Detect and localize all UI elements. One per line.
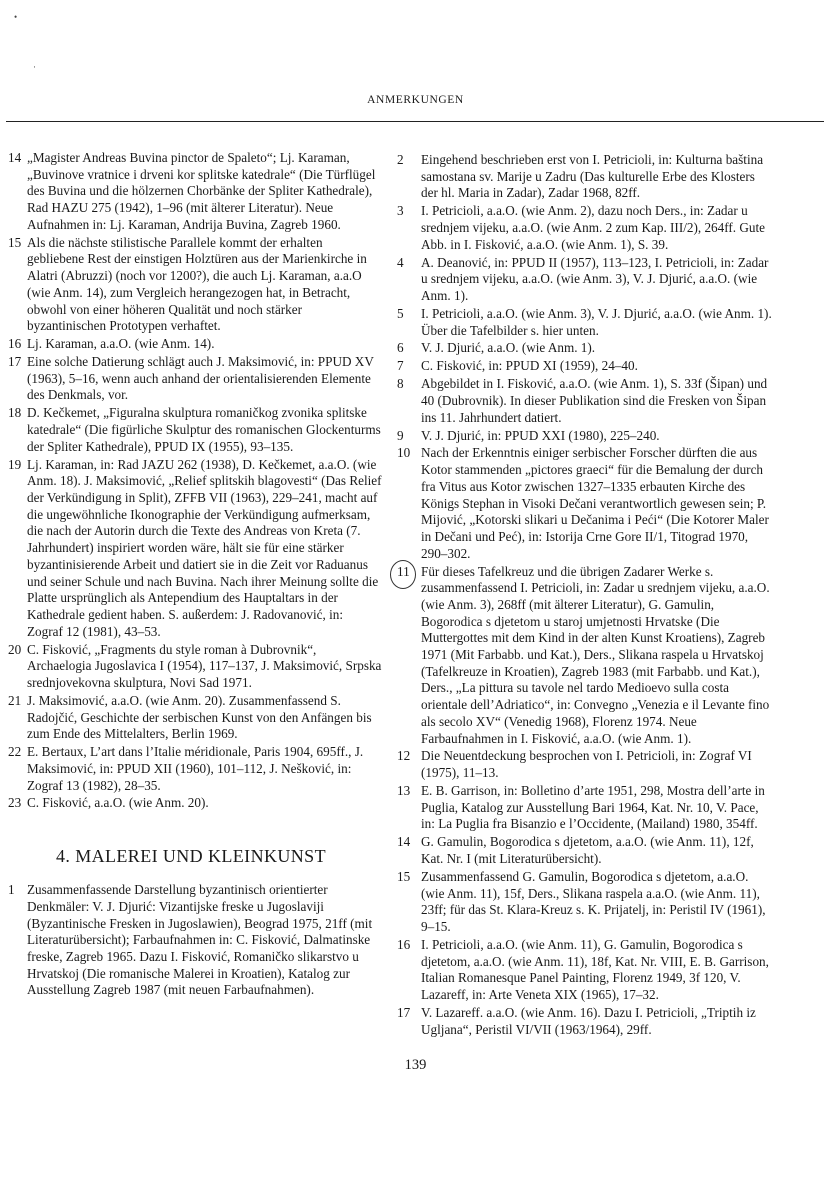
- footnote: [6, 795, 382, 812]
- footnotes-painting: [6, 882, 382, 999]
- footnotes-painting-continued: [397, 152, 773, 1038]
- footnote-text: Eingehend beschrieben erst von I. Petricioli, in: Kulturna baština samostana sv. Marije u Zadru (Das kulturelle Erbe des Klosters der hl. Maria in Zadar), Zadar 1968, 82ff.: [421, 152, 764, 201]
- footnote-number: 18: [8, 405, 22, 421]
- footnote-number: 2: [397, 152, 404, 167]
- footnote-number: 5: [397, 305, 404, 321]
- footnote: [397, 152, 773, 202]
- footnote-number: 23: [8, 795, 22, 811]
- footnote-number: 11: [397, 564, 421, 748]
- footnote-text: E. Bertaux, L’art dans l’Italie méridionale, Paris 1904, 695ff., J. Maksimović, in: PPUD XII (1960), 101–112, J. Nešković, in: Zograf 13 (1982), 28–35.: [27, 744, 364, 793]
- footnote: [397, 783, 773, 833]
- footnote: [6, 405, 382, 455]
- footnote-text: G. Gamulin, Bogorodica s djetetom, a.a.O. (wie Anm. 11), 12f, Kat. Nr. I (mit Literaturübersicht).: [421, 834, 754, 867]
- footnote-text: V. Lazareff. a.a.O. (wie Anm. 16). Dazu I. Petricioli, „Triptih iz Ugljana“, Peristil VI/VII (1963/1964), 29ff.: [421, 1004, 756, 1037]
- footnote: [397, 376, 773, 426]
- footnote-text: I. Petricioli, a.a.O. (wie Anm. 2), dazu noch Ders., in: Zadar u srednjem vijeku, a.a.O. (wie Anm. 2 zum Kap. III/2), 264ff. Gute Abb. in I. Fisković, a.a.O. (wie Anm. 1), S. 39.: [421, 203, 766, 252]
- footnote-text: Zusammenfassend G. Gamulin, Bogorodica s djetetom, a.a.O. (wie Anm. 11), 15f, Ders., Slikana raspela a.a.O. (wie Anm. 11), 23ff; für das St. Klara-Kreuz s. K. Prijatelj, in: Peristil IV (1961), 9–15.: [421, 868, 766, 935]
- footnote: [397, 255, 773, 305]
- footnote-number: 7: [397, 358, 404, 374]
- footnote-number: 10: [397, 445, 411, 461]
- footnote-text: V. J. Djurić, in: PPUD XXI (1980), 225–240.: [421, 427, 660, 443]
- footnote: [6, 336, 382, 353]
- footnote-number: 22: [8, 744, 22, 760]
- footnote: [6, 642, 382, 692]
- footnote-text: Lj. Karaman, in: Rad JAZU 262 (1938), D. Kečkemet, a.a.O. (wie Anm. 18). J. Maksimović, „Relief splitskih blagovesti“ (Das Relief der Verkündigung in Split), ZFFB VII (1963), 229–241, macht auf die ungewöhnliche Ikonographie der Verkündigung aufmerksam, die nach der Autorin durch die Texte des Andreas von Kreta (7. Jahrhundert) inspiriert worden wäre, hält sie für eine stärker byzantinisierende Arbeit und datiert sie in die Zeit vor Raduanus und seiner Schule und nach Buvina. Nach ihrer Meinung sollte die Platte ursprünglich als Antependium des Hauptaltars in der Kathedrale gedient haben. S. außerdem: J. Radovanović, in: Zograf 12 (1981), 43–53.: [27, 456, 382, 639]
- footnote-text: C. Fisković, a.a.O. (wie Anm. 20).: [27, 795, 209, 811]
- footnote-number: 14: [397, 834, 411, 850]
- page-number: 139: [404, 1057, 427, 1073]
- scan-speck: ·: [33, 62, 36, 72]
- footnote-number: 6: [397, 340, 404, 356]
- footnote-number: 12: [397, 748, 411, 764]
- footnote-text: Eine solche Datierung schlägt auch J. Maksimović, in: PPUD XV (1963), 5–16, wenn auch anhand der orientalisierenden Elemente des Denkmals, vor.: [27, 354, 374, 403]
- footnote: [6, 744, 382, 794]
- footnote-number: 20: [8, 641, 22, 657]
- section-title: 4. MALEREI UND KLEINKUNST: [56, 846, 326, 867]
- footnote: [397, 203, 773, 253]
- footnote-text: I. Petricioli, a.a.O. (wie Anm. 3), V. J. Djurić, a.a.O. (wie Anm. 1). Über die Tafelbilder s. hier unten.: [421, 305, 772, 338]
- footnote-number: 15: [8, 234, 22, 250]
- footnote-number: 8: [397, 376, 404, 392]
- footnote-number: 16: [397, 936, 411, 952]
- footnote: [397, 340, 773, 357]
- footnote-text: Für dieses Tafelkreuz und die übrigen Zadarer Werke s. zusammenfassend I. Petricioli, in: Zadar u srednjem vijeku, a.a.O. (wie Anm. 3), 268ff (mit älterer Literatur), G. Gamulin, Bogorodica s djetetom u staroj umjetnosti Hrvatske (Die Muttergottes mit dem Kind in der alten Kunst Kroatiens), Zagreb 1971 (Mit Farbabb. und Kat.), Ders., Slikana raspela u Hrvatskoj (Tafelkreuze in Kroatien), Zagreb 1983 (mit Farbabb. und Kat.), Ders., „La pittura su tavole nel tardo Medioevo sulla costa orientale dell’Adriatico“, in: Convegno „Venezia e il Levante fino als secolo XV“ (Venedig 1968), Florenz 1974. Neue Farbaufnahmen in I. Fisković, a.a.O. (wie Anm. 1).: [421, 563, 770, 746]
- footnote-number: 17: [8, 354, 22, 369]
- footnote-number: 21: [8, 692, 22, 708]
- footnote-text: V. J. Djurić, a.a.O. (wie Anm. 1).: [421, 340, 596, 356]
- footnote: [397, 306, 773, 339]
- footnote: [6, 354, 382, 404]
- footnote-text: „Magister Andreas Buvina pinctor de Spaleto“; Lj. Karaman, „Buvinove vratnice i drveni kor splitske katedrale“ (Die Türflügel des Buvina und die hölzernen Chorbänke der Spliter Kathedrale), Rad HAZU 275 (1942), 1–96 (mit älterer Literatur). Neue Aufnahmen in: Lj. Karaman, Andrija Buvina, Zagreb 1960.: [27, 150, 376, 232]
- footnote-number: 3: [397, 203, 404, 219]
- footnote-text: I. Petricioli, a.a.O. (wie Anm. 11), G. Gamulin, Bogorodica s djetetom, a.a.O. (wie Anm. 11), 18f, Kat. Nr. VIII, E. B. Garrison, Italian Romanesque Panel Painting, Florenz 1949, 3f 120, V. Lazareff, in: Arte Veneta XIX (1965), 17–32.: [421, 936, 769, 1003]
- footnote-text: D. Kečkemet, „Figuralna skulptura romaničkog zvonika splitske katedrale“ (Die figürliche Skulptur des romanischen Glockenturms der Spliter Kathedrale), PPUD IX (1955), 93–135.: [27, 405, 381, 454]
- footnote-number: 19: [8, 456, 22, 472]
- footnote: [397, 869, 773, 936]
- footnote-text: Lj. Karaman, a.a.O. (wie Anm. 14).: [27, 336, 215, 352]
- footnote: [397, 834, 773, 867]
- footnote: [6, 693, 382, 743]
- footnote: [397, 445, 773, 562]
- footnote: [6, 457, 382, 641]
- running-head: ANMERKUNGEN: [367, 94, 464, 106]
- footnote: [397, 564, 773, 748]
- footnote-text: J. Maksimović, a.a.O. (wie Anm. 20). Zusammenfassend S. Radojčić, Geschichte der serbischen Kunst von den Anfängen bis zum Ende des Mittelalters, Berlin 1969.: [27, 692, 372, 742]
- footnote-number: 9: [397, 427, 404, 443]
- footnote-text: E. B. Garrison, in: Bolletino d’arte 1951, 298, Mostra dell’arte in Puglia, Katalog zur Ausstellung Bari 1964, Kat. Nr. 10, V. Pace, in: La Puglia fra Bisanzio e l’Occidente, (Mailand) 1980, 354ff.: [421, 783, 765, 832]
- footnote-text: Nach der Erkenntnis einiger serbischer Forscher dürften die aus Kotor stammenden „pictores graeci“ für die Bemalung der durch fra Vitus aus Kotor zwischen 1327–1335 erbauten Kirche des Königs Stephan in Visoki Dečani verantwortlich gewesen sein; P. Mijović, „Kotorski slikari u Dečanima i Peći“ (Die Kotorer Maler in Dečani und Peć), in: Istorija Crne Gore II/1, Titograd 1970, 290–302.: [421, 445, 769, 561]
- footnote-text: Abgebildet in I. Fisković, a.a.O. (wie Anm. 1), S. 33f (Šipan) und 40 (Dubrovnik). In dieser Publikation sind die Fresken von Šipan ins 11. Jahrhundert datiert.: [421, 376, 768, 425]
- footnote-number: 4: [397, 254, 404, 270]
- footnote-number: 1: [8, 882, 15, 898]
- footnote-text: Als die nächste stilistische Parallele kommt der erhalten gebliebene Rest der einstigen Holztüren aus der Marienkirche in Alatri (Abruzzi) (noch vor 1200?), die auch Lj. Karaman, a.a.O (wie Anm. 14), zum Vergleich herangezogen hat, in Betracht, obwohl von einer höheren Qualität und noch stärker byzantinischen Prototypen verhaftet.: [27, 234, 367, 334]
- header-rule: [6, 121, 824, 122]
- footnote: [397, 1005, 773, 1038]
- footnote-number: 13: [397, 783, 411, 799]
- footnote-number: 14: [8, 150, 22, 165]
- footnote-number: 15: [397, 868, 411, 884]
- footnote: [6, 882, 382, 999]
- scan-speck: •: [14, 12, 18, 22]
- footnote-text: C. Fisković, „Fragments du style roman à Dubrovnik“, Archaelogia Jugoslavica I (1954), 117–137, J. Maksimović, Srpska srednjovekovna skulptura, Novi Sad 1971.: [27, 641, 382, 690]
- footnote-text: A. Deanović, in: PPUD II (1957), 113–123, I. Petricioli, in: Zadar u srednjem vijeku, a.a.O. (wie Anm. 3), V. J. Djurić, a.a.O. (wie Anm. 1).: [421, 254, 769, 303]
- footnote-text: Zusammenfassende Darstellung byzantinisch orientierter Denkmäler: V. J. Djurić: Vizantijske freske u Jugoslaviji (Byzantinische Fresken in Jugoslawien), Beograd 1975, 21ff (mit Literaturübersicht); Farbaufnahmen in: C. Fisković, Dalmatinske freske, Zagreb 1965. Dazu I. Fisković, Romaničko slikarstvo u Hrvatskoj (Die romanische Malerei in Kroatien), Katalog zur Ausstellung Zagreb 1987 (mit neuen Farbaufnahmen).: [27, 882, 373, 998]
- footnote-text: C. Fisković, in: PPUD XI (1959), 24–40.: [421, 358, 638, 374]
- footnote: [397, 748, 773, 781]
- footnote: [397, 937, 773, 1004]
- footnote-number: 16: [8, 336, 22, 352]
- right-column: [397, 152, 773, 1040]
- left-column: [6, 150, 382, 1000]
- footnote: [397, 428, 773, 445]
- footnote-text: Die Neuentdeckung besprochen von I. Petricioli, in: Zograf VI (1975), 11–13.: [421, 748, 752, 781]
- footnote: [6, 150, 382, 234]
- footnotes-sculpture: [6, 150, 382, 812]
- footnote-number: 17: [397, 1004, 411, 1020]
- footnote: [397, 358, 773, 375]
- footnote: [6, 235, 382, 335]
